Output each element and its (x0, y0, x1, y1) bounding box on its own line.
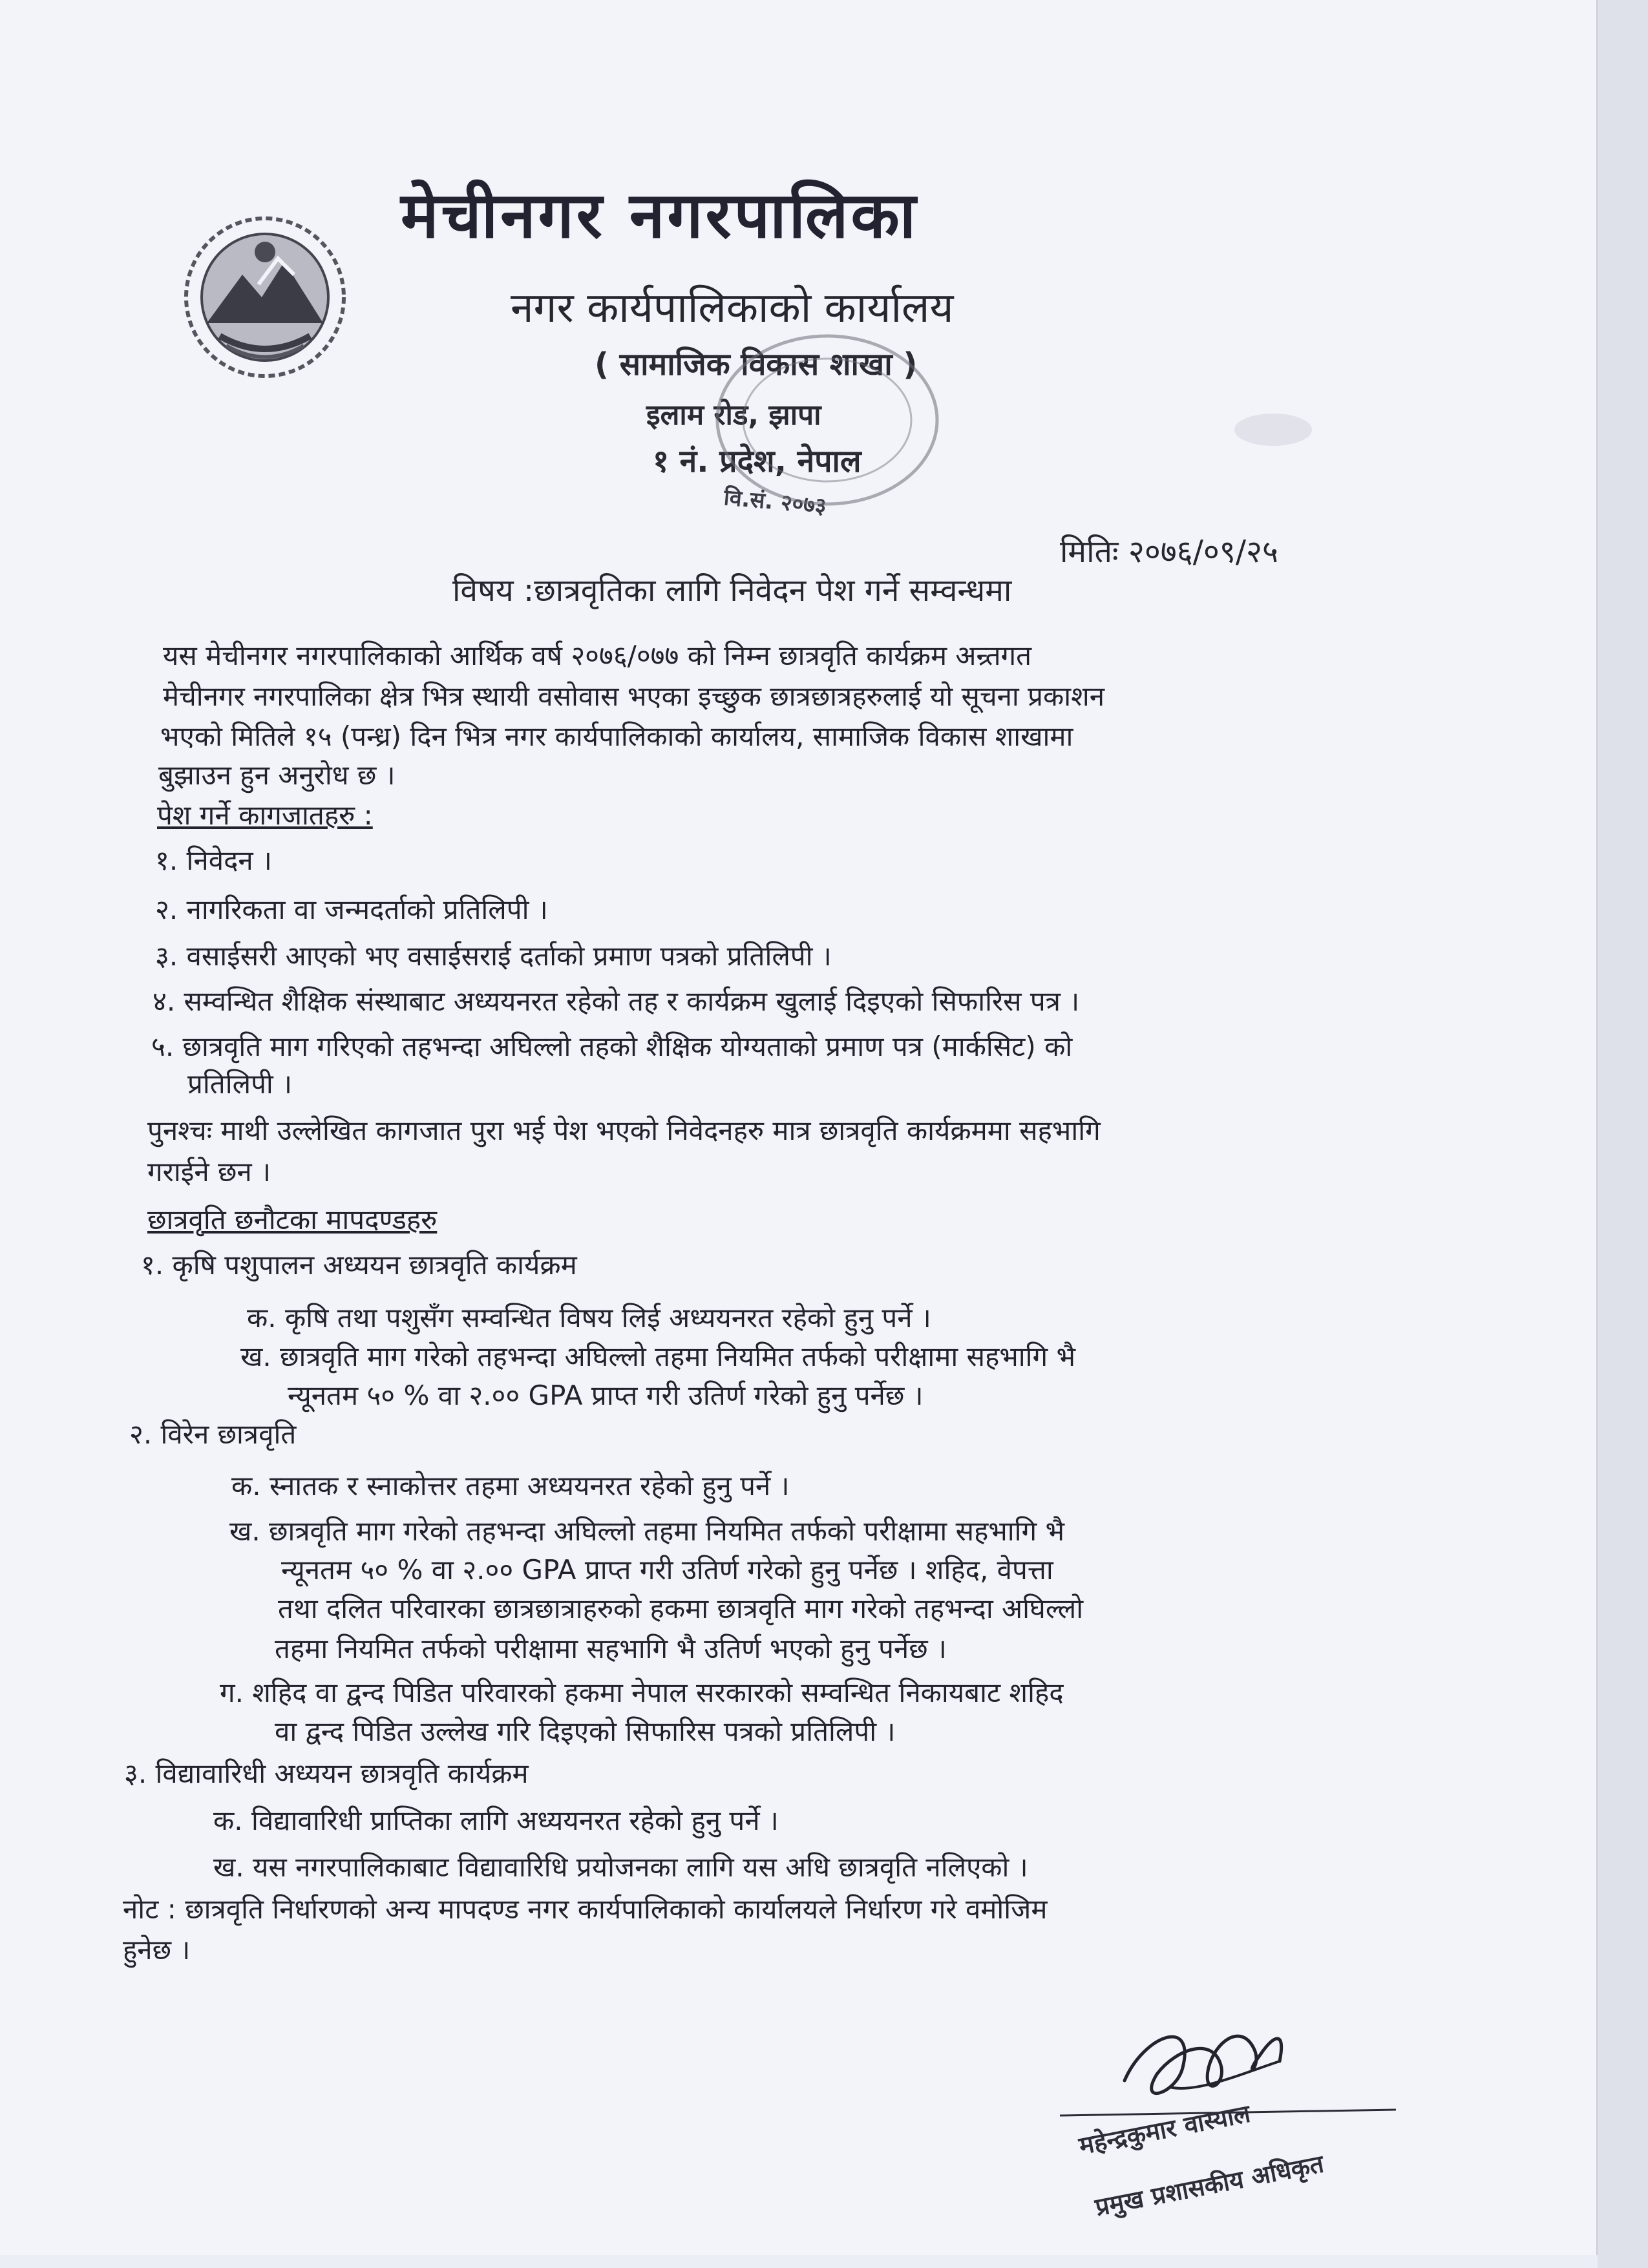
criteria-subitem: क. कृषि तथा पशुसँग सम्वन्धित विषय लिई अध्ययनरत रहेको हुनु पर्ने । (247, 1302, 931, 1334)
document-item-continued: प्रतिलिपी । (187, 1068, 293, 1100)
document-item: ३. वसाईसरी आएको भए वसाईसराई दर्ताको प्रमाण पत्रको प्रतिलिपी । (155, 940, 832, 972)
criteria-subitem-continued: वा द्वन्द पिडित उल्लेख गरि दिइएको सिफारिस पत्रको प्रतिलिपी । (275, 1716, 896, 1747)
criteria-heading: छात्रवृति छनौटका मापदण्डहरु (147, 1204, 438, 1235)
criteria-subitem-continued: न्यूनतम ५० % वा २.०० GPA प्राप्त गरी उतिर्ण गरेको हुनु पर्नेछ । शहिद, वेपत्ता (281, 1554, 1053, 1586)
intro-line: यस मेचीनगर नगरपालिकाको आर्थिक वर्ष २०७६/०७७ को निम्न छात्रवृति कार्यक्रम अन्र्तगत (163, 640, 1032, 671)
document-item: २. नागरिकता वा जन्मदर्ताको प्रतिलिपी । (155, 894, 548, 925)
intro-line: भएको मितिले १५ (पन्ध्र) दिन भित्र नगर कार्यपालिकाको कार्यालय, सामाजिक विकास शाखामा (160, 720, 1073, 752)
office-place: इलाम रोड, झापा (646, 399, 821, 432)
criteria-subitem-continued: तथा दलित परिवारका छात्रछात्राहरुको हकमा छात्रवृति माग गरेको तहभन्दा अघिल्लो (278, 1593, 1084, 1624)
letter-date: मितिः २०७६/०९/२५ (1060, 534, 1278, 570)
criteria-subitem: क. स्नातक र स्नाकोत्तर तहमा अध्ययनरत रहेको हुनु पर्ने । (231, 1470, 790, 1502)
criteria-subitem: ग. शहिद वा द्वन्द पिडित परिवारको हकमा नेपाल सरकारको सम्वन्धित निकायबाट शहिद (220, 1677, 1064, 1708)
signer-title: प्रमुख प्रशासकीय अधिकृत (1092, 2149, 1326, 2222)
documents-heading: पेश गर्ने कागजातहरु : (157, 799, 373, 831)
signer-name: महेन्द्रकुमार वास्याल (1076, 2099, 1253, 2161)
criteria-subitem-continued: तहमा नियमित तर्फको परीक्षामा सहभागि भै उतिर्ण भएको हुनु पर्नेछ । (275, 1633, 947, 1664)
office-province: १ नं. प्रदेश, नेपाल (653, 443, 861, 479)
scan-smudge (1234, 414, 1312, 446)
government-emblem (181, 213, 349, 381)
intro-line: मेचीनगर नगरपालिका क्षेत्र भित्र स्थायी वसोवास भएका इच्छुक छात्रछात्रहरुलाई यो सूचना प्रकाशन (163, 680, 1105, 712)
office-title: नगर कार्यपालिकाको कार्यालय (511, 284, 954, 332)
criteria-subitem-continued: न्यूनतम ५० % वा २.०० GPA प्राप्त गरी उतिर्ण गरेको हुनु पर्नेछ । (288, 1380, 924, 1411)
note-line: हुनेछ । (123, 1934, 191, 1966)
criteria-subitem: ख. छात्रवृति माग गरेको तहभन्दा अघिल्लो तहमा नियमित तर्फको परीक्षामा सहभागि भै (240, 1341, 1076, 1372)
municipality-title: मेचीनगर नगरपालिका (401, 179, 919, 253)
criteria-item: २. विरेन छात्रवृति (129, 1418, 297, 1450)
criteria-item: १. कृषि पशुपालन अध्ययन छात्रवृति कार्यक्रम (141, 1249, 577, 1281)
established-year: वि.सं. २०७३ (723, 485, 828, 520)
document-item: ४. सम्वन्धित शैक्षिक संस्थाबाट अध्ययनरत रहेको तह र कार्यक्रम खुलाई दिइएको सिफारिस पत्र । (153, 985, 1080, 1017)
document-item: ५. छात्रवृति माग गरिएको तहभन्दा अघिल्लो तहको शैक्षिक योग्यताको प्रमाण पत्र (मार्कसिट) को (151, 1031, 1073, 1062)
letter-subject: विषय :छात्रवृतिका लागि निवेदन पेश गर्ने सम्वन्धमा (452, 572, 1012, 609)
scan-edge (1598, 0, 1648, 2268)
intro-line: बुझाउन हुन अनुरोध छ । (158, 759, 396, 791)
office-stamp (704, 323, 950, 517)
criteria-item: ३. विद्यावारिधी अध्ययन छात्रवृति कार्यक्रम (124, 1758, 529, 1789)
document-item: १. निवेदन । (155, 845, 272, 876)
postscript-line: पुनश्चः माथी उल्लेखित कागजात पुरा भई पेश भएको निवेदनहरु मात्र छात्रवृति कार्यक्रममा सहभागि (147, 1115, 1101, 1146)
criteria-subitem: ख. छात्रवृति माग गरेको तहभन्दा अघिल्लो तहमा नियमित तर्फको परीक्षामा सहभागि भै (229, 1515, 1065, 1547)
criteria-subitem: ख. यस नगरपालिकाबाट विद्यावारिधि प्रयोजनका लागि यस अधि छात्रवृति नलिएको । (213, 1851, 1028, 1883)
section-name: ( सामाजिक विकास शाखा ) (595, 346, 918, 383)
criteria-subitem: क. विद्यावारिधी प्राप्तिका लागि अध्ययनरत रहेको हुनु पर्ने । (213, 1805, 779, 1836)
note-line: नोट : छात्रवृति निर्धारणको अन्य मापदण्ड नगर कार्यपालिकाको कार्यालयले निर्धारण गरे वमोजिम (123, 1893, 1048, 1925)
postscript-line: गराईने छन । (147, 1156, 271, 1188)
